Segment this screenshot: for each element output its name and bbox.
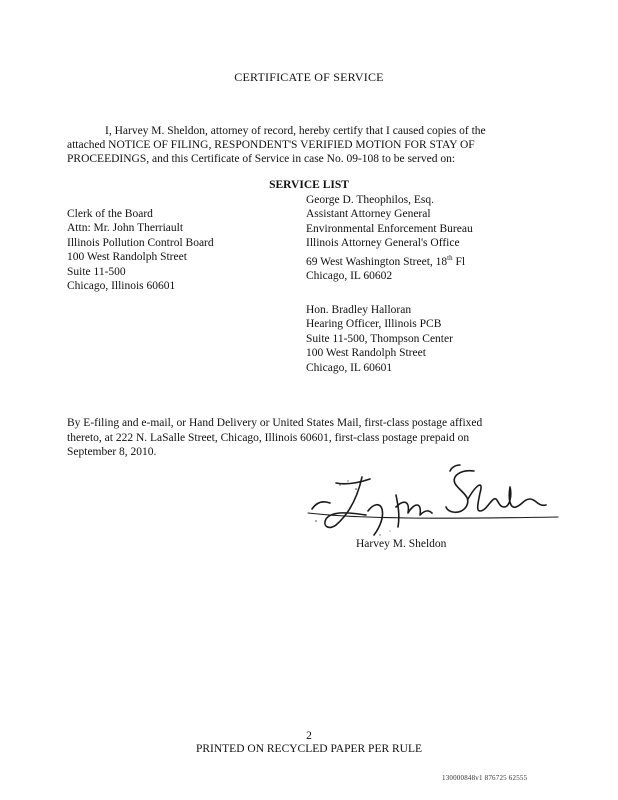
clerk-address-line: Clerk of the Board — [67, 208, 153, 220]
attorney-bureau: Environmental Enforcement Bureau — [306, 222, 473, 235]
handwritten-signature — [300, 455, 560, 545]
certificate-title: CERTIFICATE OF SERVICE — [234, 70, 384, 84]
hearing-officer-address-block — [306, 303, 453, 375]
service-list-heading: SERVICE LIST — [269, 179, 349, 191]
clerk-address-line: Illinois Pollution Control Board — [67, 236, 214, 249]
page-number: 2 — [306, 730, 312, 742]
service-method-paragraph — [67, 416, 537, 460]
clerk-address-line: Chicago, Illinois 60601 — [67, 280, 176, 293]
clerk-address-line: 100 West Randolph Street — [67, 251, 187, 264]
service-method-line-2: thereto, at 222 N. LaSalle Street, Chicago, Illinois 60601, first-class postage prepaid on — [67, 431, 470, 444]
attorney-general-address-block — [306, 193, 473, 283]
certification-line-1: I, Harvey M. Sheldon, attorney of record, hereby certify that I caused copies of the — [105, 125, 486, 137]
officer-address-line: Chicago, IL 60601 — [306, 361, 393, 374]
certification-line-2: attached NOTICE OF FILING, RESPONDENT'S VERIFIED MOTION FOR STAY OF — [67, 139, 475, 151]
certification-line-3: PROCEEDINGS, and this Certificate of Service in case No. 09-108 to be served on: — [67, 153, 456, 165]
service-method-line-1: By E-filing and e-mail, or Hand Delivery or United States Mail, first-class postage affixed — [67, 417, 483, 429]
signer-name: Harvey M. Sheldon — [356, 538, 447, 550]
officer-address-line: Hearing Officer, Illinois PCB — [306, 318, 442, 331]
officer-address-line: Hon. Bradley Halloran — [306, 304, 412, 316]
recycled-paper-notice: PRINTED ON RECYCLED PAPER PER RULE — [195, 743, 423, 755]
service-method-line-3: September 8, 2010. — [67, 446, 157, 458]
clerk-address-block — [67, 207, 214, 293]
clerk-address-line: Attn: Mr. John Therriault — [67, 222, 184, 235]
officer-address-line: Suite 11-500, Thompson Center — [306, 332, 453, 345]
officer-address-line: 100 West Randolph Street — [306, 347, 426, 360]
attorney-street: 69 West Washington Street, 18th Fl — [306, 253, 466, 268]
attorney-name: George D. Theophilos, Esq. — [306, 194, 434, 206]
attorney-office: Illinois Attorney General's Office — [306, 237, 460, 250]
document-id: 130000848v1 876725 62555 — [442, 774, 528, 782]
clerk-address-line: Suite 11-500 — [67, 265, 126, 278]
attorney-city: Chicago, IL 60602 — [306, 269, 393, 282]
attorney-title: Assistant Attorney General — [306, 208, 431, 221]
certification-paragraph — [67, 124, 522, 166]
